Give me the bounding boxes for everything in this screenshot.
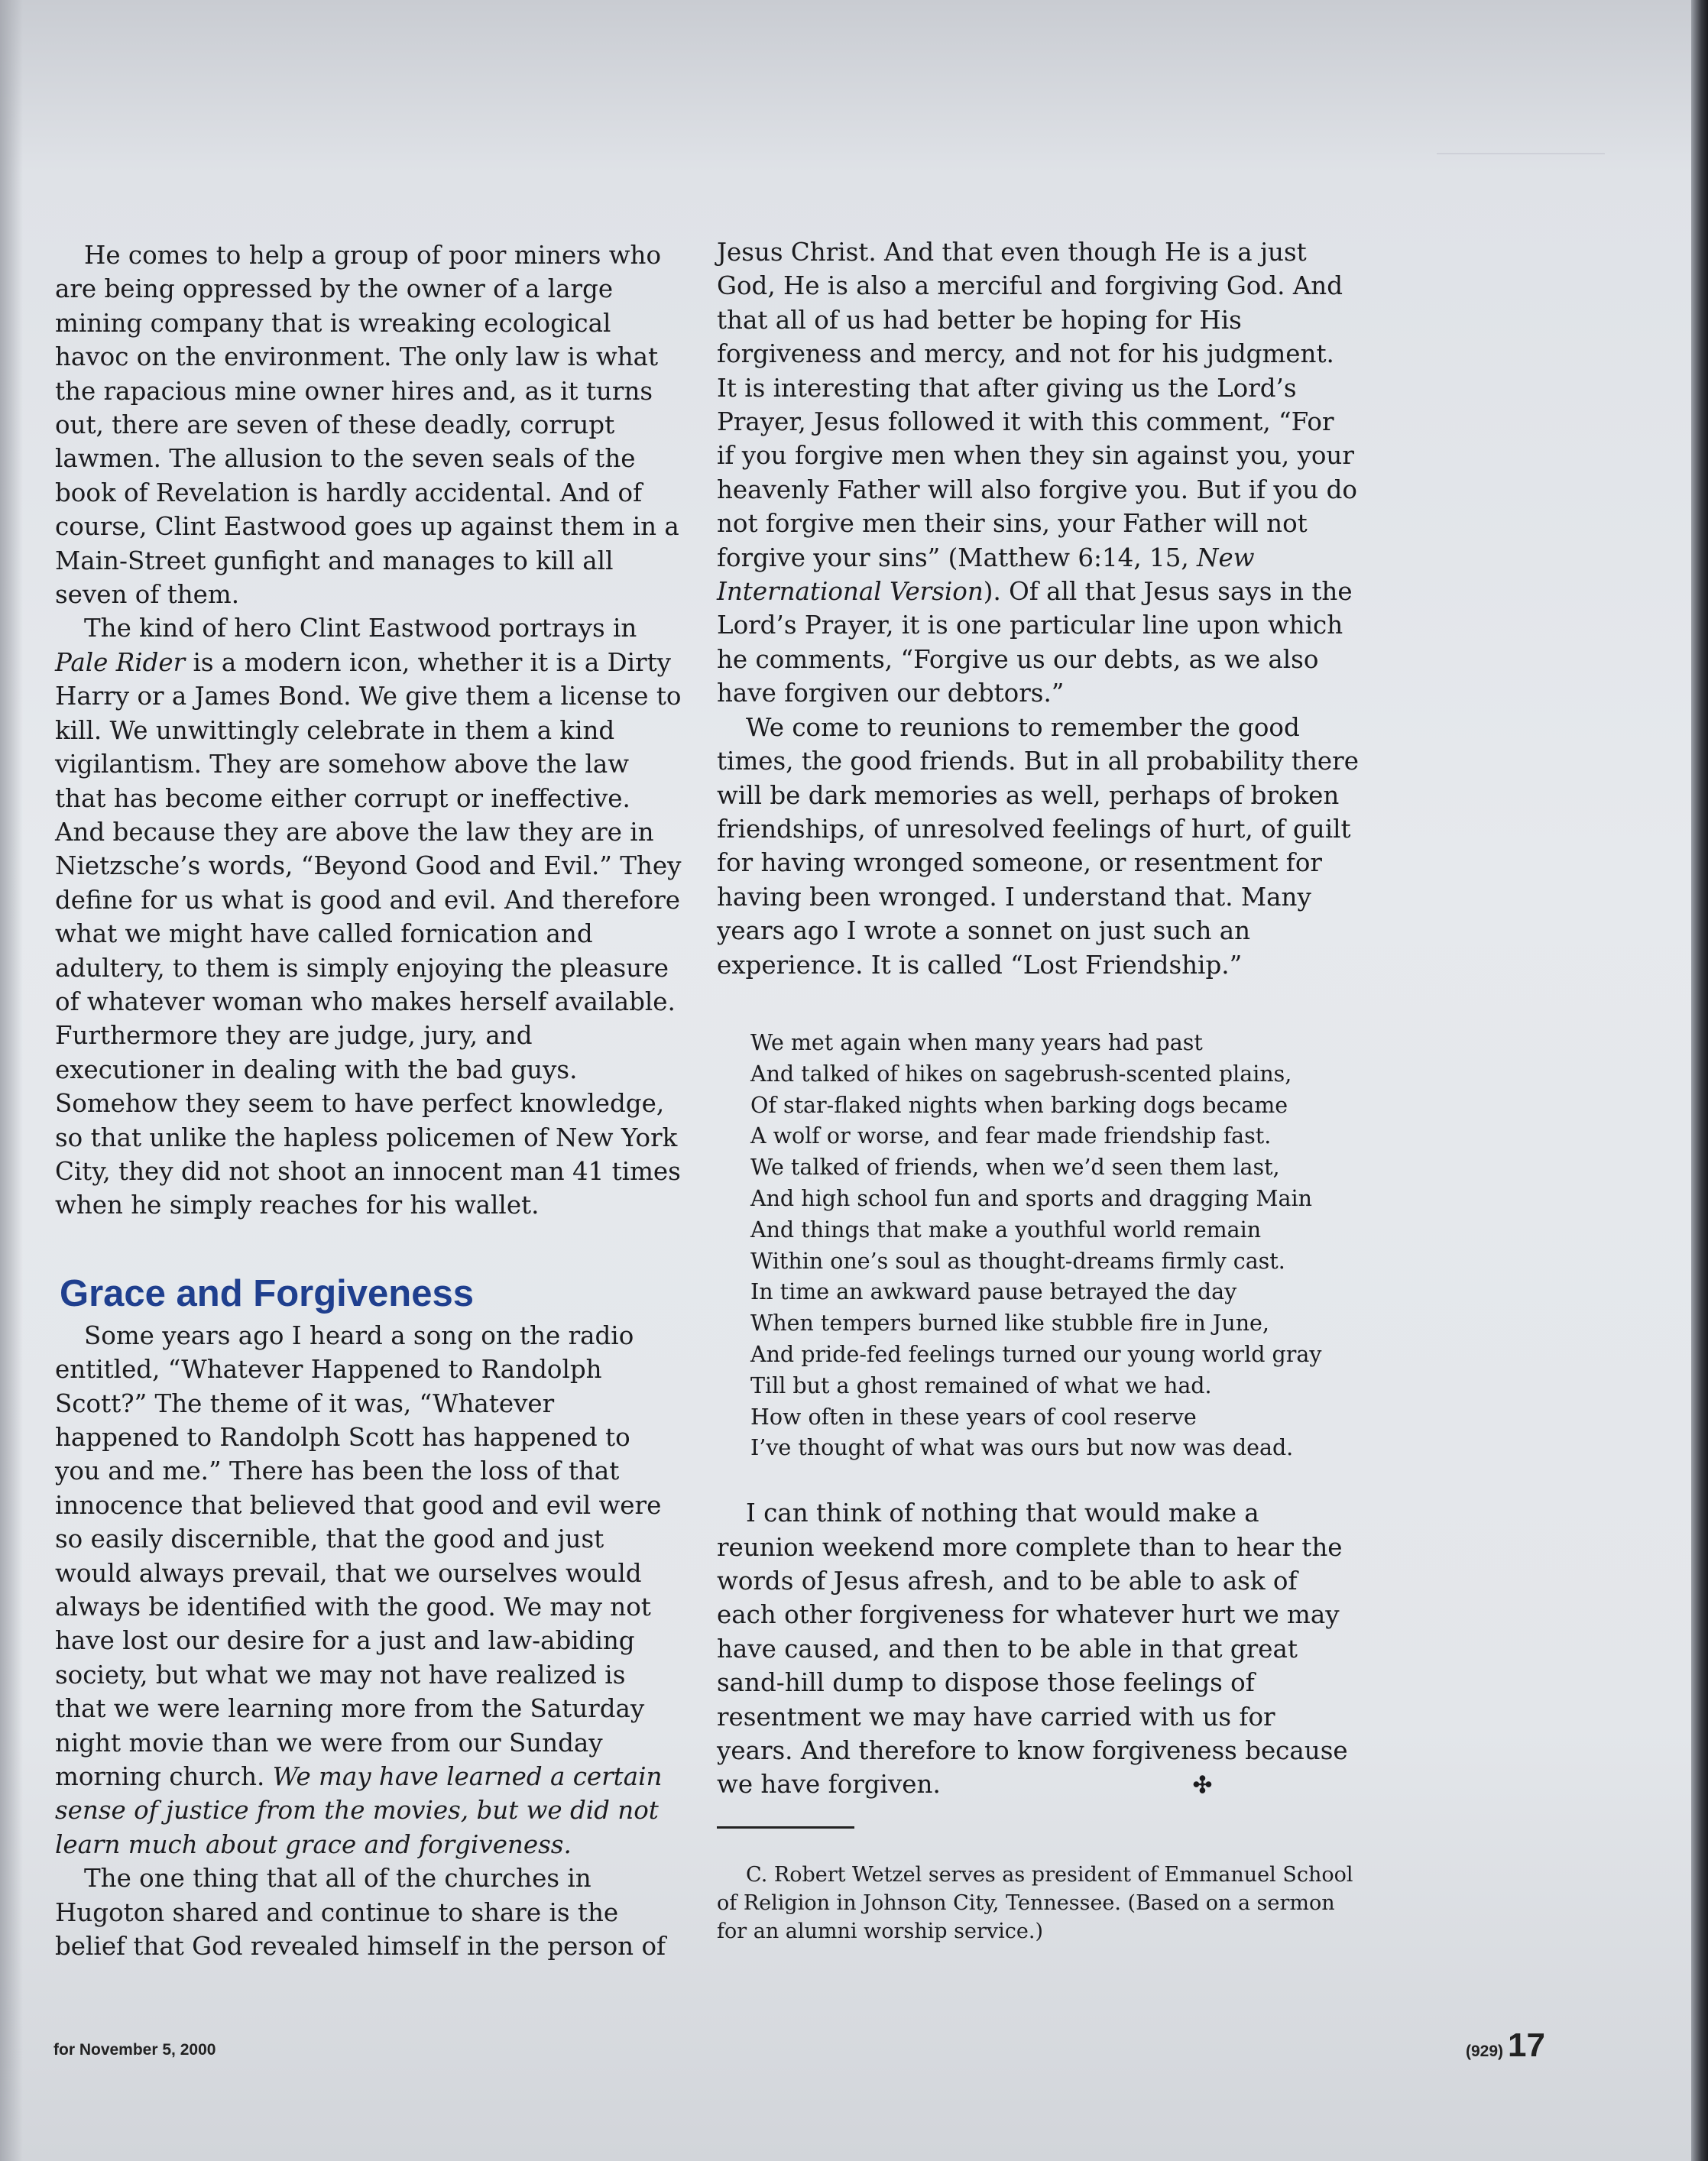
poem-line: And things that make a youthful world remain xyxy=(750,1217,1262,1242)
text-run: is a modern icon, whether it is a Dirty Harry or a James Bond. We give them a license to kill. We unwittingly celebrate in them a kind vigilantism. They are somehow above the law that has become either corrupt or ineffective. And because they are above the law they are in Nietzsche’s words, “Beyond Good and Evil.” They define for us what is good and evil. And therefore what we might have called fornication and adultery, to them is simply enjoying the pleasure of whatever woman who makes herself available. Furthermore they are judge, jury, and executioner in dealing with the bad guys. Somehow they seem to have perfect knowledge, so that unlike the hapless policemen of New York City, they did not shoot an innocent man 41 times when he simply reaches for his wallet. xyxy=(55,647,682,1220)
author-bio: C. Robert Wetzel serves as president of Emmanuel School of Religion in Johnson City, Tennessee. (Based on a sermon for an alumni worship service.) xyxy=(717,1862,1353,1943)
poem-line: We met again when many years had past xyxy=(750,1029,1203,1055)
left-column xyxy=(55,238,682,1964)
footnote-divider xyxy=(717,1826,854,1829)
poem-line: Within one’s soul as thought-dreams firmly cast. xyxy=(750,1248,1285,1274)
poem-line: And pride-fed feelings turned our young world gray xyxy=(750,1341,1322,1367)
italic-emphasis: We may have learned a certain sense of justice from the movies, but we did not learn much about grace and forgiveness. xyxy=(55,1762,663,1859)
right-paragraph-1 xyxy=(717,235,1359,711)
text-run: I can think of nothing that would make a reunion weekend more complete than to hear the words of Jesus afresh, and to be able to ask of each other forgiveness for whatever hurt we may have caused, and then to be able in that great sand-hill dump to dispose those feelings of resentment we may have carried with us for years. And therefore to know forgiveness because we have forgiven. xyxy=(717,1498,1348,1800)
text-run: ). Of all that Jesus says in the Lord’s Prayer, it is one particular line upon which he comments, “Forgive us our debts, as we also have forgiven our debtors.” xyxy=(717,577,1353,708)
binding-spine xyxy=(1691,0,1708,2161)
sonnet xyxy=(750,1028,1359,1464)
right-paragraph-2: We come to reunions to remember the good times, the good friends. But in all probability there will be dark memories as well, perhaps of broken friendships, of unresolved feelings of hurt, of guilt for having wronged someone, or resentment for having been wronged. I understand that. Many years ago I wrote a sonnet on just such an experience. It is called “Lost Friendship.” xyxy=(717,712,1359,980)
right-column xyxy=(717,235,1359,1946)
page-edge-shadow xyxy=(0,0,23,2161)
issue-date: for November 5, 2000 xyxy=(53,2041,216,2059)
left-paragraph-3 xyxy=(55,1319,682,1862)
poem-line: In time an awkward pause betrayed the day xyxy=(750,1279,1237,1305)
poem-line: When tempers burned like stubble fire in June, xyxy=(750,1311,1269,1336)
page-number: 17 xyxy=(1508,2027,1545,2064)
poem-line: And high school fun and sports and dragging Main xyxy=(750,1185,1312,1211)
film-title: Pale Rider xyxy=(55,647,186,677)
left-paragraph-4: The one thing that all of the churches in Hugoton shared and continue to share is the belief that God revealed himself in the person of xyxy=(55,1864,666,1962)
poem-line: Of star-flaked nights when barking dogs became xyxy=(750,1092,1288,1118)
poem-line: How often in these years of cool reserve xyxy=(750,1404,1197,1430)
end-mark-icon: ✣ xyxy=(1192,1772,1212,1800)
text-run: Some years ago I heard a song on the radio entitled, “Whatever Happened to Randolph Scott?” The theme of it was, “Whatever happened to Randolph Scott has happened to you and me.” There has been the loss of that innocence that believed that good and evil were so easily discernible, that the good and just would always prevail, that we ourselves would always be identified with the good. We may not have lost our desire for a just and law-abiding society, but what we may not have realized is that we were learning more from the Saturday night movie than we were from our Sunday morning church. xyxy=(55,1320,662,1792)
page-reference: (929) xyxy=(1466,2043,1504,2060)
text-run: Jesus Christ. And that even though He is a just God, He is also a merciful and forgiving God. And that all of us had better be hoping for His forgiveness and mercy, and not for his judgment. It is interesting that after giving us the Lord’s Prayer, Jesus followed it with this comment, “For if you forgive men when they sin against you, your heavenly Father will also forgive you. But if you do not forgive men their sins, your Father will not forgive your sins” (Matthew 6:14, 15, xyxy=(717,238,1357,572)
poem-line: A wolf or worse, and fear made friendship fast. xyxy=(750,1123,1272,1149)
page-folio xyxy=(1466,2027,1545,2065)
section-heading: Grace and Forgiveness xyxy=(60,1272,474,1314)
right-paragraph-3 xyxy=(717,1496,1359,1803)
poem-line: I’ve thought of what was ours but now was dead. xyxy=(750,1435,1294,1461)
left-paragraph-1: He comes to help a group of poor miners who are being oppressed by the owner of a large mining company that is wreaking ecological havoc on the environment. The only law is what the rapacious mine owner hires and, as it turns out, there are seven of these deadly, corrupt lawmen. The allusion to the seven seals of the book of Revelation is hardly accidental. And of course, Clint Eastwood goes up against them in a Main-Street gunfight and manages to kill all seven of them. xyxy=(55,241,679,610)
poem-line: We talked of friends, when we’d seen them last, xyxy=(750,1155,1280,1181)
left-paragraph-2 xyxy=(55,611,682,1222)
poem-line: And talked of hikes on sagebrush-scented plains, xyxy=(750,1061,1292,1087)
text-run: The kind of hero Clint Eastwood portrays in xyxy=(84,614,637,643)
bleed-through-shadow xyxy=(1437,153,1605,330)
poem-line: Till but a ghost remained of what we had. xyxy=(750,1372,1212,1398)
bible-version: New International Version xyxy=(717,543,1255,607)
